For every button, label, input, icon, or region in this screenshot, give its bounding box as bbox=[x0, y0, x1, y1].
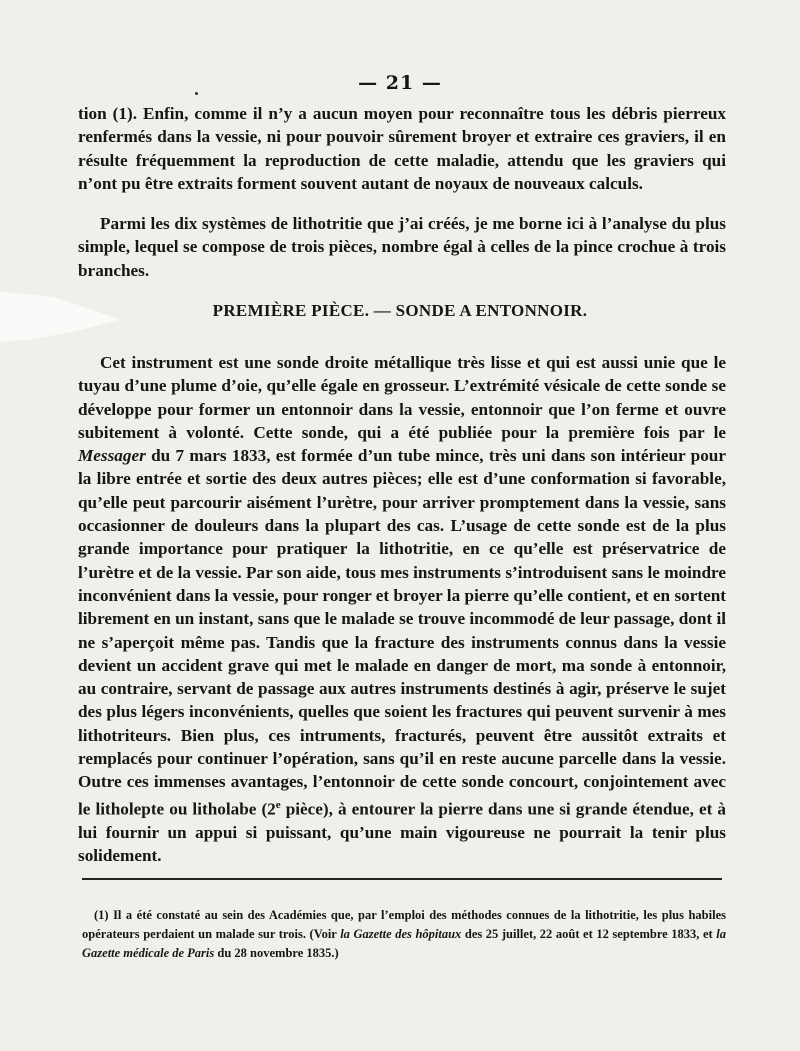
sonde-text-part3: pièce), à entourer la pierre dans une si grande étendue, et à lui fournir un appui si puissant, qu’une main vigoureuse ne pourrait la tenir plus solidement. bbox=[78, 799, 726, 865]
ink-speck bbox=[195, 92, 198, 95]
messager-title: Messager bbox=[78, 446, 146, 466]
paragraph-sonde-description bbox=[78, 351, 726, 867]
paragraph-lithotritie-systems: Parmi les dix systèmes de lithotritie que j’ai créés, je me borne ici à l’analyse du plus simple, lequel se compose de trois pièces, nombre égal à celles de la pince crochue à trois branches. bbox=[78, 214, 726, 280]
footnote-part2: des 25 juillet, 22 août et 12 septembre 1833, et bbox=[461, 927, 717, 941]
footnote bbox=[82, 906, 726, 963]
footnote-part3: du 28 novembre 1835.) bbox=[214, 946, 339, 960]
sonde-text-part2: du 7 mars 1833, est formée d’un tube mince, très uni dans son intérieur pour la libre entrée et sortie des deux autres pièces; elle est d’une conformation si favorable, qu’elle peut parcourir aisément l’urètre, pour arriver promptement dans la vessie, sans occasionner de douleurs dans la plupart des cas. L’usage de cette sonde est de la plus grande importance pour pratiquer la lithotritie, en ce qu’elle est préservatrice de l’urètre et de la vessie. Par son aide, tous mes instruments s’introduisent sans le moindre inconvénient dans la vessie, pour ronger et broyer la pierre qu’elle contient, et en sortent librement en un instant, sans que le malade se trouve incommodé de leur passage, dont il ne s’aperçoit même pas. Tandis que la fracture des instruments connus dans la vessie devient un accident grave qui met le malade en danger de mort, ma sonde à entonnoir, au contraire, servant de passage aux autres instruments destinés à agir, préserve le sujet des plus légers inconvénients, quelles que soient les fractures qui peuvent survenir à mes lithotriteurs. Bien plus, ces intruments, fracturés, peuvent être aussitôt extraits et remplacés pour continuer l’opération, sans qu’il en reste aucune parcelle dans la vessie. Outre ces immenses avantages, l’entonnoir de cette sonde concourt, conjointement avec le litholepte ou litholabe (2 bbox=[78, 446, 726, 819]
paragraph-continuation: tion (1). Enfin, comme il n’y a aucun moyen pour reconnaître tous les débris pierreux renfermés dans la vessie, ni pour pouvoir sûrement broyer et extraire ces graviers, il en résulte fréquemment la reproduction de cette maladie, attendu que les graviers qui n’ont pu être extraits forment souvent autant de noyaux de nouveaux calculs. bbox=[78, 104, 726, 193]
page-number: — 21 — bbox=[358, 72, 442, 94]
sonde-text-part1: Cet instrument est une sonde droite métallique très lisse et qui est aussi unie que le tuyau d’une plume d’oie, qu’elle égale en grosseur. L’extrémité vésicale de cette sonde se développe pour former un entonnoir dans la vessie, entonnoir que l’on ferme et ouvre subitement à volonté. Cette sonde, qui a été publiée pour la première fois par le bbox=[78, 353, 726, 442]
gazette-medicale: la Gazette médicale de Paris bbox=[82, 927, 726, 960]
footnote-part1: (1) Il a été constaté au sein des Académies que, par l’emploi des méthodes connues de la lithotritie, les plus habiles opérateurs perdaient un malade sur trois. (Voir bbox=[82, 908, 726, 941]
gazette-hopitaux: la Gazette des hôpitaux bbox=[340, 927, 462, 941]
footnote-rule bbox=[82, 878, 722, 880]
section-title: PREMIÈRE PIÈCE. — SONDE A ENTONNOIR. bbox=[212, 301, 588, 320]
superscript-e: e bbox=[275, 798, 281, 811]
